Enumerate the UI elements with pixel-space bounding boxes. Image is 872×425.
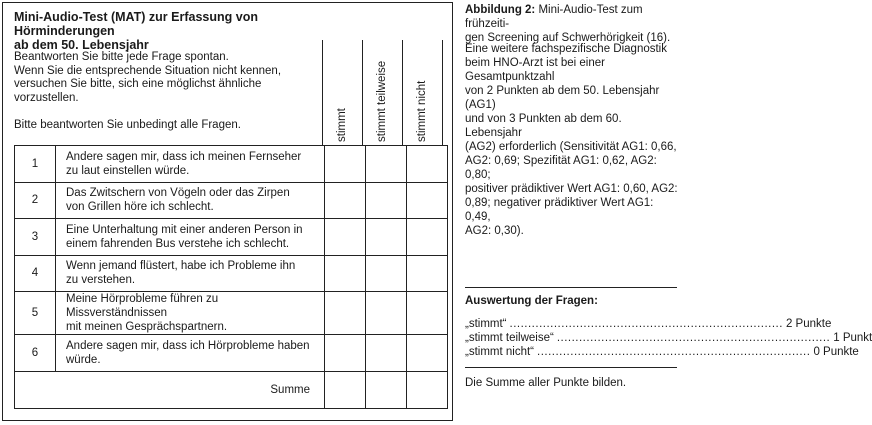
question-text-line: mit meinen Gesprächspartnern. (66, 321, 228, 333)
scoring-points: 2 Punkte (785, 318, 832, 330)
question-text-line: würde. (66, 353, 101, 366)
caption-body-line: beim HNO-Arzt ist bei einer Gesamtpunktzahl (465, 57, 605, 83)
answer-cell-stimmt-teilweise[interactable] (366, 292, 407, 335)
scoring-label: „stimmt teilweise“ (465, 332, 554, 344)
question-text-line: von Grillen höre ich schlecht. (66, 201, 214, 214)
scoring-heading: Auswertung der Fragen: (465, 295, 598, 307)
instruction-all-questions: Bitte beantworten Sie unbedingt alle Fragen. (14, 119, 241, 131)
answer-cell-stimmt[interactable] (325, 335, 366, 372)
scoring-points: 0 Punkte (813, 346, 859, 358)
scoring-row (465, 331, 872, 345)
question-text-line: Meine Hörprobleme führen zu Missverständnissen (66, 293, 219, 319)
table-row (15, 182, 448, 219)
column-divider (362, 40, 363, 146)
title-line-2: ab dem 50. Lebensjahr (14, 38, 149, 52)
question-text-line: Andere sagen mir, dass ich meinen Fernseher (66, 150, 302, 163)
caption-body-line: 0,89; negativer prädiktiver Wert AG1: 0,49, (465, 197, 654, 223)
caption-body-line: von 2 Punkten ab dem 50. Lebensjahr (AG1) (465, 85, 660, 111)
column-divider (402, 40, 403, 146)
column-header-stimmt-nicht (404, 46, 440, 142)
scoring-row (465, 345, 859, 359)
answer-cell-stimmt-nicht[interactable] (407, 335, 448, 372)
caption-line: gen Screening auf Schwerhörigkeit (16). (465, 32, 671, 44)
question-text-line: Das Zwitschern von Vögeln oder das Zirpen (66, 187, 290, 200)
dot-leader: .......................................................................... (556, 332, 831, 344)
question-text-line: einem fahrenden Bus verstehe ich schlecht. (66, 237, 290, 250)
answer-cell-stimmt-teilweise[interactable] (366, 182, 407, 219)
caption-line (465, 3, 680, 31)
caption-body-line: AG2: 0,30). (465, 225, 524, 237)
question-text-line: Eine Unterhaltung mit einer anderen Person in (66, 223, 303, 236)
scoring-label: „stimmt“ (465, 318, 507, 330)
answer-cell-stimmt-nicht[interactable] (407, 146, 448, 183)
column-divider (442, 40, 443, 146)
question-text-line: Wenn jemand flüstert, habe ich Probleme ihn (66, 260, 296, 273)
instruction-line: vorzustellen. (14, 91, 79, 104)
table-row (15, 219, 448, 256)
question-text-line: zu verstehen. (66, 274, 136, 287)
answer-cell-stimmt-teilweise[interactable] (366, 335, 407, 372)
question-text-line: Andere sagen mir, dass ich Hörprobleme haben (66, 339, 310, 352)
question-number: 6 (15, 335, 56, 372)
figure-caption (465, 3, 680, 45)
question-text (56, 255, 325, 292)
caption-body-line: (AG2) erforderlich (Sensitivität AG1: 0,66, (465, 141, 677, 153)
dot-leader: .......................................................................... (537, 346, 811, 358)
caption-body-line: und von 3 Punkten ab dem 60. Lebensjahr (465, 113, 622, 139)
question-number: 1 (15, 146, 56, 183)
instruction-line: Beantworten Sie bitte jede Frage spontan. (14, 51, 229, 63)
scoring-footer: Die Summe aller Punkte bilden. (465, 377, 627, 389)
question-number: 4 (15, 255, 56, 292)
caption-label: Abbildung 2: (465, 4, 536, 16)
divider (465, 287, 677, 288)
sum-cell-stimmt-teilweise[interactable] (366, 371, 407, 408)
column-divider (322, 40, 323, 146)
answer-cell-stimmt[interactable] (325, 255, 366, 292)
column-header-label: stimmt nicht (416, 80, 428, 142)
dot-leader: .......................................................................... (509, 318, 783, 330)
answer-cell-stimmt-teilweise[interactable] (366, 255, 407, 292)
column-header-label: stimmt (336, 108, 348, 142)
scoring-points: 1 Punkt (833, 332, 872, 344)
caption-body-line: positiver prädiktiver Wert AG1: 0,60, AG2: (465, 183, 678, 195)
answer-cell-stimmt-nicht[interactable] (407, 255, 448, 292)
answer-cell-stimmt[interactable] (325, 146, 366, 183)
caption-body-line: Eine weitere fachspezifische Diagnostik (465, 43, 667, 55)
answer-cell-stimmt[interactable] (325, 219, 366, 256)
question-number: 3 (15, 219, 56, 256)
answer-cell-stimmt-nicht[interactable] (407, 219, 448, 256)
sum-cell-stimmt-nicht[interactable] (407, 371, 448, 408)
caption-body-line: AG2: 0,69; Spezifität AG1: 0,62, AG2: 0,80; (465, 155, 657, 181)
column-header-stimmt-teilweise (364, 46, 400, 142)
answer-cell-stimmt-nicht[interactable] (407, 292, 448, 335)
instructions (14, 51, 314, 105)
question-text (56, 292, 325, 335)
caption-body (465, 42, 680, 238)
question-table (14, 145, 448, 409)
answer-cell-stimmt[interactable] (325, 182, 366, 219)
answer-cell-stimmt[interactable] (325, 292, 366, 335)
question-text (56, 182, 325, 219)
instruction-line: Wenn Sie die entsprechende Situation nicht kennen, (14, 64, 282, 77)
answer-cell-stimmt-nicht[interactable] (407, 182, 448, 219)
question-text (56, 335, 325, 372)
sum-row (15, 371, 448, 408)
question-text (56, 146, 325, 183)
table-row (15, 146, 448, 183)
question-text (56, 219, 325, 256)
table-row (15, 292, 448, 335)
divider (465, 367, 677, 368)
sum-cell-stimmt[interactable] (325, 371, 366, 408)
instruction-line: versuchen Sie bitte, sich eine möglichst ähnliche (14, 78, 262, 90)
scoring-label: „stimmt nicht“ (465, 346, 534, 358)
question-number: 5 (15, 292, 56, 335)
answer-cell-stimmt-teilweise[interactable] (366, 146, 407, 183)
column-header-stimmt (324, 46, 360, 142)
table-row (15, 255, 448, 292)
title-line-1: Mini-Audio-Test (MAT) zur Erfassung von Hörminderungen (14, 10, 258, 38)
column-header-label: stimmt teilweise (376, 60, 388, 142)
question-text-line: zu laut einstellen würde. (66, 164, 190, 177)
question-number: 2 (15, 182, 56, 219)
caption-text: Mini-Audio-Test zum frühzeiti- (465, 4, 643, 30)
scoring-row (465, 317, 832, 331)
form-title (14, 10, 334, 52)
answer-cell-stimmt-teilweise[interactable] (366, 219, 407, 256)
table-row (15, 335, 448, 372)
sum-label: Summe (15, 371, 325, 408)
